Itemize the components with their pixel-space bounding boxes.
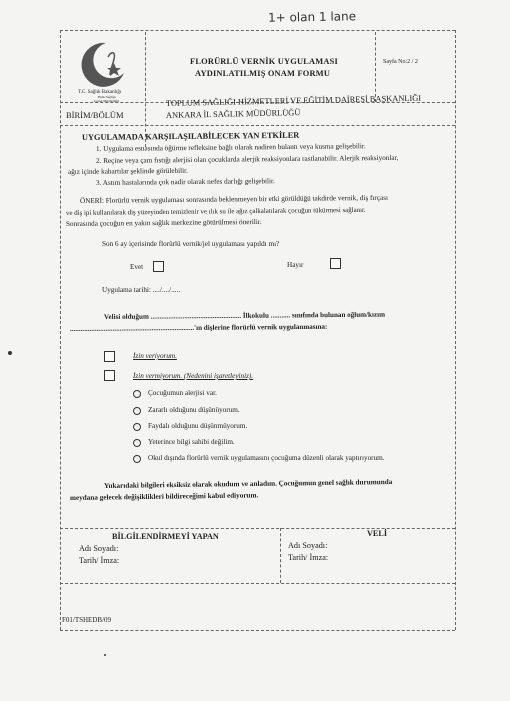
yes-label: Evet — [130, 263, 144, 271]
header-divider-right — [375, 32, 376, 102]
signature-bottom-border — [60, 583, 455, 584]
guardian-line2[interactable]: ......................................................................'ın dişlerine florürlü vernik uygulanmasına: — [69, 322, 328, 333]
informer-name-field[interactable]: Adı Soyadı: — [79, 544, 119, 553]
form-title-line1: FLORÜRLÜ VERNİK UYGULAMASI — [190, 57, 338, 66]
application-date-field[interactable]: Uygulama tarihi: ..../..../..... — [102, 286, 181, 294]
header-divider-low — [60, 125, 455, 126]
handwritten-note: 1+ olan 1 lane — [267, 9, 357, 25]
side-effects-heading: UYGULAMADA KARŞILAŞILABİLECEK YAN ETKİLER — [81, 130, 300, 142]
no-label: Hayır — [287, 261, 304, 269]
reason-label-2: Zararlı olduğunu düşünüyorum. — [148, 406, 240, 414]
advice-line1: ÖNERİ: Florürlü vernik uygulaması sonrasında beklenmeyen bir etki görüldüğü takdirde vernik, diş fırçası — [79, 193, 389, 205]
allow-checkbox[interactable] — [104, 351, 115, 362]
header-divider-left — [145, 32, 146, 147]
form-title-line2: AYDINLATILMIŞ ONAM FORMU — [195, 69, 331, 78]
form-code: F01/TSHEDB/09 — [62, 616, 112, 624]
statement-line2: meydana gelecek değişiklikleri bildireceğimi kabul ediyorum. — [69, 491, 259, 502]
signature-top-border — [60, 528, 455, 529]
reason-radio-3[interactable] — [133, 423, 141, 431]
allow-label: İzin veriyorum. — [133, 352, 177, 360]
signature-divider — [280, 528, 281, 583]
deny-checkbox[interactable] — [104, 370, 115, 381]
scan-speck — [104, 654, 106, 656]
scan-speck — [8, 351, 12, 355]
ministry-subline1: Halk Sağlığı — [98, 95, 116, 99]
question-text: Son 6 ay içerisinde florürlü vernik/jel uygulaması yapıldı mı? — [102, 240, 280, 248]
reason-radio-1[interactable] — [133, 390, 141, 398]
ministry-logo — [78, 35, 138, 95]
reason-label-3: Faydalı olduğunu düşünmüyorum. — [148, 422, 248, 430]
advice-line3: Sonrasında çocuğun en yakın sağlık merkezine götürülmesi önerilir. — [65, 217, 262, 228]
ministry-subline2: Genel Müdürlüğü — [94, 99, 119, 103]
unit-line2: ANKARA İL SAĞLIK MÜDÜRLÜĞÜ — [165, 108, 301, 120]
deny-label: İzin vermiyorum. (Nedenini işaretleyiniz). — [133, 372, 254, 380]
informer-date-field[interactable]: Tarih/ İmza: — [79, 556, 120, 565]
border-left — [60, 30, 61, 630]
reason-label-1: Çocuğumun alerjisi var. — [148, 389, 217, 397]
informer-title: BİLGİLENDİRMEYİ YAPAN — [112, 532, 219, 541]
reason-radio-2[interactable] — [133, 407, 141, 415]
border-right — [455, 30, 456, 630]
reason-radio-5[interactable] — [133, 455, 141, 463]
reason-radio-4[interactable] — [133, 439, 141, 447]
side-effect-item-3: 3. Astım hastalarında çok nadir olarak nefes darlığı gelişebilir. — [95, 177, 275, 187]
unit-label: BİRİM/BÖLÜM — [66, 110, 124, 120]
unit-line1: TOPLUM SAĞLIĞI HİZMETLERİ VE EĞİTİM DAİRESİ BAŞKANLIĞI — [165, 93, 422, 108]
side-effect-item-1: 1. Uygulama esnasında öğürme refleksine bağlı olarak nadiren bulantı veya kusma gelişebilir. — [95, 142, 366, 153]
statement-line1: Yukarıdaki bilgileri eksiksiz olarak okudum ve anladım. Çocuğumun genel sağlık durumunda — [103, 477, 393, 490]
side-effect-item-2-cont: ağız içinde kabartılar şeklinde görülebilir. — [67, 166, 188, 176]
side-effect-item-2: 2. Reçine veya çam fıstığı alerjisi olan çocuklarda alerjik reaksiyonlara rastlanabilir. Alerjik reaksiyonlar, — [95, 153, 399, 165]
advice-line2: ve diş ipi kullanılarak diş yüzeyinden temizlenir ve ılık su ile ağız çalkalatılarak çocuğun tükürmesi sağlanır. — [65, 206, 366, 217]
yes-checkbox[interactable] — [153, 261, 164, 272]
parent-name-field[interactable]: Adı Soyadı: — [288, 541, 328, 550]
no-checkbox[interactable] — [330, 258, 341, 269]
parent-date-field[interactable]: Tarih/ İmza: — [288, 553, 329, 562]
border-bottom — [60, 630, 455, 631]
parent-title: VELİ — [367, 529, 388, 538]
ministry-name: T.C. Sağlık Bakanlığı — [78, 90, 122, 95]
reason-label-5: Okul dışında florürlü vernik uygulamasını çocuğuma düzenli olarak yaptırıyorum. — [148, 454, 385, 462]
reason-label-4: Yeterince bilgi sahibi değilim. — [148, 438, 235, 446]
crescent-star-icon — [78, 35, 138, 95]
guardian-line1[interactable]: Velisi olduğum ................................................... İlkokulu ........... sınıfında bulunan oğlum/kızım — [103, 310, 386, 321]
page-number: Sayfa No:2 / 2 — [383, 59, 418, 65]
border-top — [60, 30, 455, 31]
